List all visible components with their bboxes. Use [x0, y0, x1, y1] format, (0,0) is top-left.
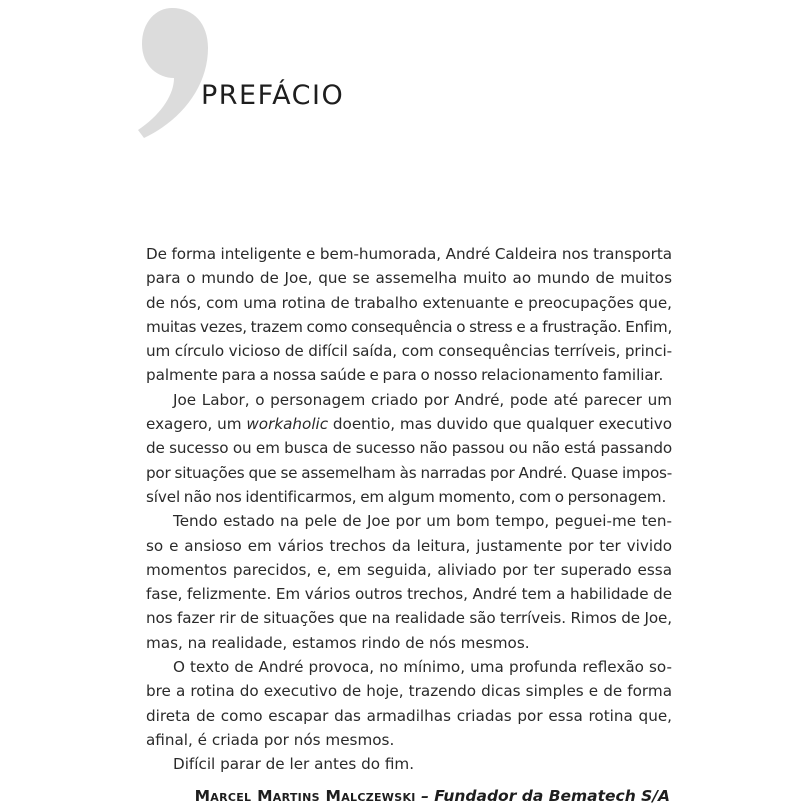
paragraph-1 — [146, 242, 672, 388]
preface-body — [146, 242, 672, 777]
text-line: sível não nos identificarmos, em algum momento, com o personagem. — [146, 487, 667, 506]
text-line: bre a rotina do executivo de hoje, trazendo dicas simples e de forma — [146, 682, 672, 701]
text-fragment: doentio, mas duvido que qualquer executivo — [328, 415, 672, 434]
page-title: PREFÁCIO — [201, 80, 345, 111]
paragraph-2 — [146, 388, 672, 509]
text-line: Tendo estado na pele de Joe por um bom tempo, peguei-me ten- — [173, 512, 672, 531]
text-line: um círculo vicioso de difícil saída, com consequências terríveis, princi- — [146, 342, 672, 361]
signature-separator: – — [415, 787, 435, 805]
emphasis-workaholic: workaholic — [246, 415, 329, 434]
text-line: por situações que se assemelham às narradas por André. Quase impos- — [146, 463, 672, 482]
paragraph-3 — [146, 509, 672, 655]
text-line: muitas vezes, trazem como consequência o stress e a frustração. Enfim, — [146, 317, 672, 336]
author-signature — [195, 786, 670, 806]
author-role: Fundador da Bematech S/A — [434, 787, 670, 805]
text-line: mas, na realidade, estamos rindo de nós mesmos. — [146, 633, 530, 652]
text-line: Difícil parar de ler antes do fim. — [173, 755, 415, 774]
text-line: momentos parecidos, e, em seguida, aliviado por ter superado essa — [146, 560, 672, 579]
text-line: so e ansioso em vários trechos da leitura, justamente por ter vivido — [146, 536, 672, 555]
text-line: direta de como escapar das armadilhas criadas por essa rotina que, — [146, 706, 672, 725]
text-line: O texto de André provoca, no mínimo, uma profunda reflexão so- — [173, 658, 672, 677]
text-line: palmente para a nossa saúde e para o nosso relacionamento familiar. — [146, 366, 664, 385]
text-fragment: exagero, um — [146, 415, 247, 434]
text-line: nos fazer rir de situações que na realidade são terríveis. Rimos de Joe, — [146, 609, 672, 628]
text-line: para o mundo de Joe, que se assemelha muito ao mundo de muitos — [146, 269, 672, 288]
text-line: fase, felizmente. Em vários outros trechos, André tem a habilidade de — [146, 585, 672, 604]
text-line: de nós, com uma rotina de trabalho extenuante e preocupações que, — [146, 293, 672, 312]
author-name: Marcel Martins Malczewski — [194, 787, 416, 805]
decorative-comma-quote-icon — [128, 2, 212, 142]
paragraph-5 — [146, 752, 672, 776]
text-line: de sucesso ou em busca de sucesso não passou ou não está passando — [146, 439, 672, 458]
text-line: afinal, é criada por nós mesmos. — [146, 730, 395, 749]
text-line: Joe Labor, o personagem criado por André, pode até parecer um — [173, 390, 672, 409]
text-line — [146, 412, 672, 436]
paragraph-4 — [146, 655, 672, 752]
text-line: De forma inteligente e bem-humorada, André Caldeira nos transporta — [146, 245, 672, 263]
